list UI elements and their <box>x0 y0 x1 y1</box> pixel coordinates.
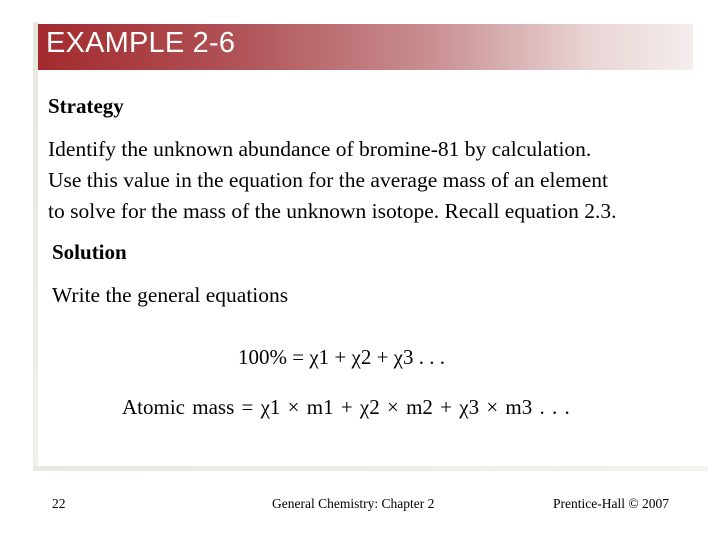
abundance-equation: 100% = χ1 + χ2 + χ3 . . . <box>238 345 445 369</box>
strategy-line: to solve for the mass of the unknown isotope. Recall equation 2.3. <box>48 199 617 223</box>
atomic-mass-equation: Atomic mass = χ1 × m1 + χ2 × m2 + χ3 × m3 . . . <box>122 395 570 419</box>
strategy-heading: Strategy <box>48 94 124 118</box>
footer-copyright: Prentice-Hall © 2007 <box>553 496 669 511</box>
solution-text: Write the general equations <box>52 283 289 307</box>
strategy-line: Identify the unknown abundance of bromine-81 by calculation. <box>48 137 592 161</box>
left-border-rule <box>33 22 38 470</box>
strategy-line: Use this value in the equation for the average mass of an element <box>48 168 608 192</box>
slide-title: EXAMPLE 2-6 <box>46 27 236 59</box>
strategy-paragraph <box>48 134 698 227</box>
footer-chapter: General Chemistry: Chapter 2 <box>272 496 435 511</box>
page-number: 22 <box>52 496 66 511</box>
solution-heading: Solution <box>52 240 127 264</box>
bottom-border-rule <box>33 466 708 471</box>
